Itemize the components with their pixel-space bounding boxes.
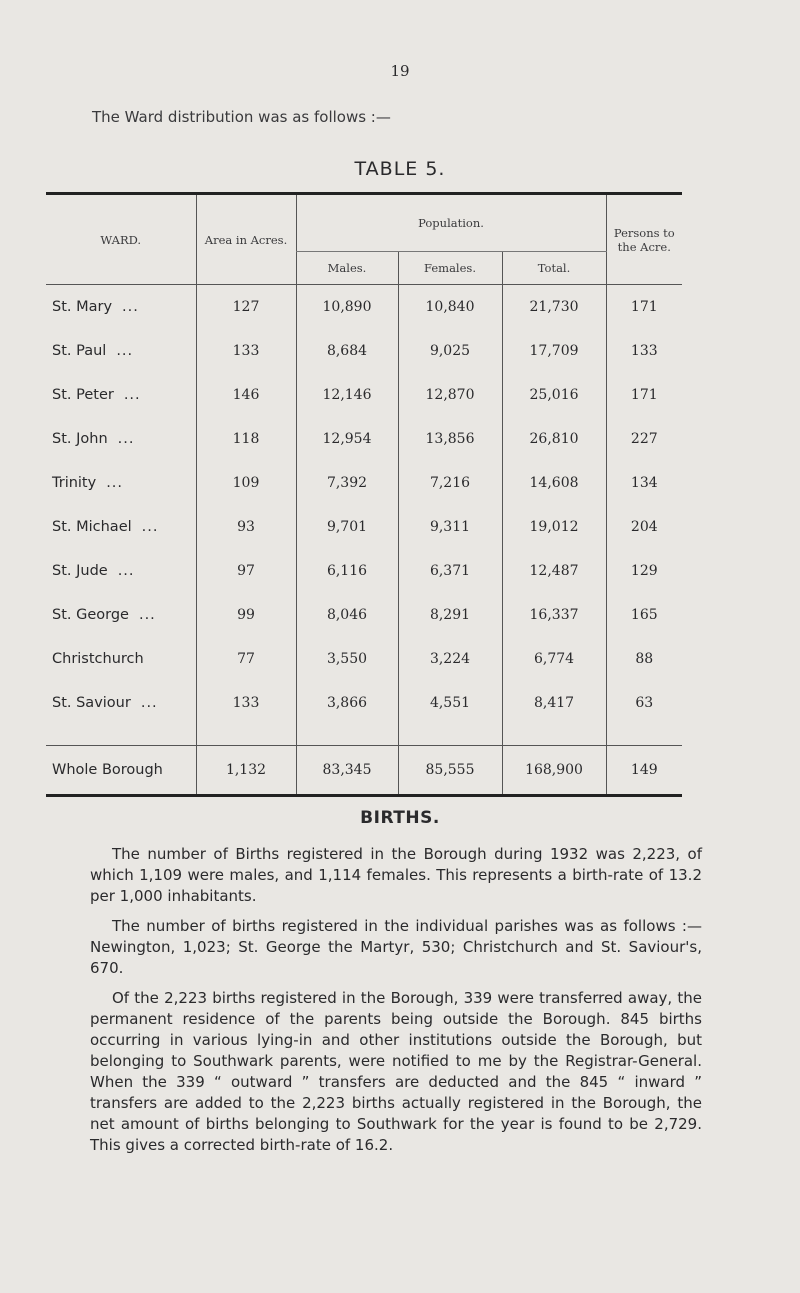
cell-persons: 134 xyxy=(606,461,682,505)
page-number: 19 xyxy=(390,62,410,80)
cell-total: 8,417 xyxy=(502,681,606,725)
cell-area: 99 xyxy=(196,593,296,637)
cell-persons: 204 xyxy=(606,505,682,549)
ward-name xyxy=(46,329,196,373)
cell-area: 127 xyxy=(196,285,296,330)
table-row xyxy=(46,681,682,725)
cell-persons: 63 xyxy=(606,681,682,725)
total-ward: Whole Borough xyxy=(46,746,196,796)
cell-persons: 88 xyxy=(606,637,682,681)
cell-females: 9,311 xyxy=(398,505,502,549)
total-area: 1,132 xyxy=(196,746,296,796)
ward-name xyxy=(46,417,196,461)
births-paragraph: Of the 2,223 births registered in the Borough, 339 were transferred away, the permanent residence of the parents being outside the Borough. 845 births occurring in various lying-in and other institutions outside the Borough, but belonging to Southwark parents, were notified to me by the Registrar-General. When the 339 “ outward ” transfers are deducted and the 845 “ inward ” transfers are added to the 2,223 births actually registered in the Borough, the net amount of births belonging to Southwark for the year is found to be 2,729. This gives a corrected birth-rate of 16.2. xyxy=(90,989,702,1154)
header-males: Males. xyxy=(296,252,398,285)
cell-females: 12,870 xyxy=(398,373,502,417)
cell-females: 3,224 xyxy=(398,637,502,681)
total-total: 168,900 xyxy=(502,746,606,796)
cell-females: 4,551 xyxy=(398,681,502,725)
cell-total: 19,012 xyxy=(502,505,606,549)
ward-name xyxy=(46,637,196,681)
ward-label: Trinity xyxy=(52,475,97,491)
table-row xyxy=(46,637,682,681)
cell-area: 146 xyxy=(196,373,296,417)
cell-persons: 171 xyxy=(606,373,682,417)
cell-area: 93 xyxy=(196,505,296,549)
ward-name xyxy=(46,373,196,417)
cell-area: 133 xyxy=(196,681,296,725)
ward-label: Christchurch xyxy=(52,651,144,667)
table-row xyxy=(46,285,682,330)
cell-persons: 129 xyxy=(606,549,682,593)
ward-distribution-table xyxy=(46,192,682,797)
ward-name xyxy=(46,461,196,505)
cell-males: 3,550 xyxy=(296,637,398,681)
cell-area: 133 xyxy=(196,329,296,373)
table-row xyxy=(46,417,682,461)
table-row xyxy=(46,329,682,373)
ward-label: St. Paul xyxy=(52,343,107,359)
leader-dots: ... xyxy=(123,387,141,403)
ward-label: St. Saviour xyxy=(52,695,131,711)
table-row xyxy=(46,549,682,593)
cell-males: 10,890 xyxy=(296,285,398,330)
table-row xyxy=(46,593,682,637)
cell-total: 14,608 xyxy=(502,461,606,505)
leader-dots: ... xyxy=(122,299,139,315)
cell-area: 77 xyxy=(196,637,296,681)
total-persons: 149 xyxy=(606,746,682,796)
cell-total: 26,810 xyxy=(502,417,606,461)
ward-name xyxy=(46,285,196,330)
ward-name xyxy=(46,593,196,637)
cell-females: 10,840 xyxy=(398,285,502,330)
header-population: Population. xyxy=(296,194,606,252)
births-paragraph: The number of Births registered in the Borough during 1932 was 2,223, of which 1,109 were males, and 1,114 females. This represents a birth-rate of 13.2 per 1,000 inhabitants. xyxy=(90,845,702,905)
leader-dots: ... xyxy=(141,519,159,535)
cell-persons: 133 xyxy=(606,329,682,373)
cell-males: 8,684 xyxy=(296,329,398,373)
cell-total: 16,337 xyxy=(502,593,606,637)
cell-persons: 171 xyxy=(606,285,682,330)
ward-label: St. Peter xyxy=(52,387,114,403)
leader-dots: ... xyxy=(117,431,135,447)
cell-area: 97 xyxy=(196,549,296,593)
cell-total: 25,016 xyxy=(502,373,606,417)
cell-males: 12,954 xyxy=(296,417,398,461)
intro-text: The Ward distribution was as follows :— xyxy=(92,108,391,126)
ward-label: St. John xyxy=(52,431,108,447)
cell-females: 6,371 xyxy=(398,549,502,593)
leader-dots: ... xyxy=(116,343,134,359)
header-total: Total. xyxy=(502,252,606,285)
leader-dots: ... xyxy=(138,607,156,623)
total-row xyxy=(46,746,682,796)
cell-females: 13,856 xyxy=(398,417,502,461)
total-females: 85,555 xyxy=(398,746,502,796)
ward-label: St. Jude xyxy=(52,563,108,579)
leader-dots: ... xyxy=(117,563,135,579)
leader-dots: ... xyxy=(106,475,124,491)
ward-name xyxy=(46,505,196,549)
cell-total: 21,730 xyxy=(502,285,606,330)
header-ward: WARD. xyxy=(100,232,142,247)
total-males: 83,345 xyxy=(296,746,398,796)
cell-persons: 227 xyxy=(606,417,682,461)
header-area: Area in Acres. xyxy=(196,194,296,285)
cell-females: 8,291 xyxy=(398,593,502,637)
cell-males: 12,146 xyxy=(296,373,398,417)
cell-females: 7,216 xyxy=(398,461,502,505)
births-title: BIRTHS. xyxy=(360,808,440,828)
header-females: Females. xyxy=(398,252,502,285)
cell-area: 109 xyxy=(196,461,296,505)
leader-dots: ... xyxy=(140,695,158,711)
cell-males: 6,116 xyxy=(296,549,398,593)
cell-males: 7,392 xyxy=(296,461,398,505)
ward-label: St. George xyxy=(52,607,129,623)
ward-name xyxy=(46,549,196,593)
spacer-row xyxy=(46,725,682,746)
table-row xyxy=(46,505,682,549)
cell-males: 9,701 xyxy=(296,505,398,549)
cell-total: 12,487 xyxy=(502,549,606,593)
table-row xyxy=(46,373,682,417)
cell-females: 9,025 xyxy=(398,329,502,373)
births-paragraph: The number of births registered in the individual parishes was as follows :—Newington, 1,023; St. George the Martyr, 530; Christchurch and St. Saviour's, 670. xyxy=(90,917,702,977)
cell-males: 3,866 xyxy=(296,681,398,725)
ward-name xyxy=(46,681,196,725)
cell-total: 6,774 xyxy=(502,637,606,681)
cell-persons: 165 xyxy=(606,593,682,637)
table-title: TABLE 5. xyxy=(354,158,446,180)
table-row xyxy=(46,461,682,505)
ward-label: St. Michael xyxy=(52,519,132,535)
cell-total: 17,709 xyxy=(502,329,606,373)
cell-males: 8,046 xyxy=(296,593,398,637)
ward-label: St. Mary xyxy=(52,299,113,315)
header-persons-per-acre: Persons to the Acre. xyxy=(606,194,682,285)
cell-area: 118 xyxy=(196,417,296,461)
